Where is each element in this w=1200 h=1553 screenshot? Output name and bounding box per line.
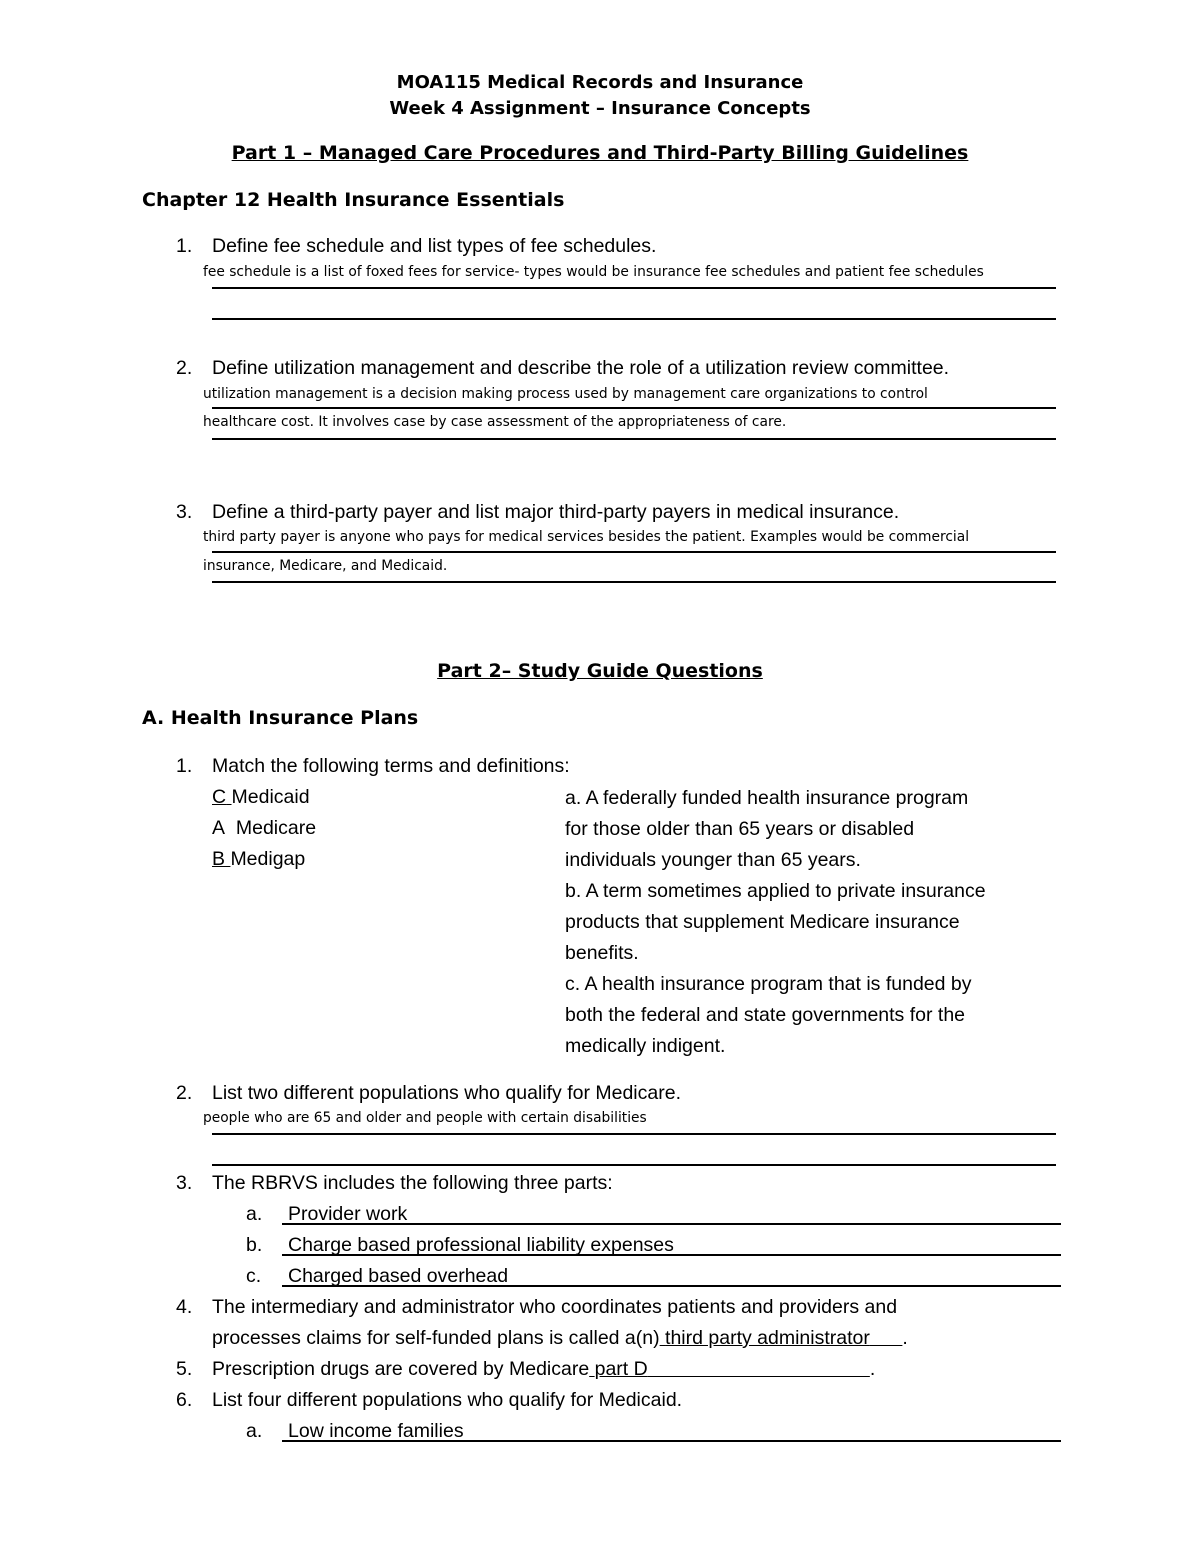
p2-q3-item-answer: Charged based overhead: [288, 1265, 509, 1287]
p1-q3-answer-line-2: insurance, Medicare, and Medicaid.: [203, 558, 448, 574]
match-term-row: [212, 786, 310, 809]
part2-title: Part 2– Study Guide Questions: [437, 660, 763, 682]
p1-q1-number: 1.: [176, 235, 193, 257]
answer-line: [212, 407, 1056, 409]
section-heading: A. Health Insurance Plans: [142, 707, 419, 729]
p2-q3-item-letter: b.: [246, 1234, 263, 1256]
p2-q3-item-answer: Provider work: [288, 1203, 408, 1225]
p2-q2-text: List two different populations who qualify for Medicare.: [212, 1082, 681, 1104]
p1-q3-number: 3.: [176, 501, 193, 523]
p2-q6-item-letter: a.: [246, 1420, 263, 1442]
match-answer: C: [212, 786, 227, 808]
p2-q3-text: The RBRVS includes the following three parts:: [212, 1172, 613, 1194]
p2-q3-item-answer: Charge based professional liability expenses: [288, 1234, 674, 1256]
p2-q5-prefix: Prescription drugs are covered by Medicare: [212, 1358, 590, 1380]
definition-line: individuals younger than 65 years.: [565, 849, 861, 871]
answer-line: [212, 287, 1056, 289]
p2-q6-number: 6.: [176, 1389, 193, 1411]
p2-q3-item-letter: a.: [246, 1203, 263, 1225]
assignment-title: Week 4 Assignment – Insurance Concepts: [389, 98, 811, 119]
p1-q1-text: Define fee schedule and list types of fee schedules.: [212, 235, 657, 257]
p1-q2-number: 2.: [176, 357, 193, 379]
definition-line: c. A health insurance program that is funded by: [565, 973, 972, 995]
p2-q1-number: 1.: [176, 755, 193, 777]
definition-line: both the federal and state governments for the: [565, 1004, 966, 1026]
p2-q2-answer: people who are 65 and older and people with certain disabilities: [203, 1110, 647, 1126]
answer-line: [282, 1440, 1061, 1442]
match-term: Medigap: [230, 848, 306, 870]
p2-q3-number: 3.: [176, 1172, 193, 1194]
answer-line: [212, 1164, 1056, 1166]
answer-line: [212, 318, 1056, 320]
part1-title: Part 1 – Managed Care Procedures and Third-Party Billing Guidelines: [231, 142, 969, 164]
p2-q5-answer: [589, 1358, 870, 1380]
definition-line: benefits.: [565, 942, 639, 964]
p2-q6-text: List four different populations who qualify for Medicaid.: [212, 1389, 683, 1411]
match-blank: [225, 817, 236, 839]
p2-q4-line2: [212, 1327, 908, 1350]
answer-line: [282, 1223, 1061, 1225]
answer-line: [282, 1285, 1061, 1287]
p2-q4-line1: The intermediary and administrator who coordinates patients and providers and: [212, 1296, 898, 1318]
p2-q4-number: 4.: [176, 1296, 193, 1318]
match-term: Medicaid: [231, 786, 310, 808]
p2-q5-suffix: .: [869, 1358, 876, 1380]
answer-line: [282, 1254, 1061, 1256]
answer-line: [212, 1133, 1056, 1135]
p1-q2-answer-line-1: utilization management is a decision making process used by management care organizations to control: [203, 386, 928, 402]
definition-line: b. A term sometimes applied to private insurance: [565, 880, 986, 902]
match-answer: A: [212, 817, 226, 839]
p1-q1-answer-line-1: fee schedule is a list of foxed fees for service- types would be insurance fee schedules and patient fee schedules: [203, 264, 984, 280]
p2-q4-answer-text: third party administrator: [665, 1327, 870, 1349]
p2-q6-item-answer: Low income families: [288, 1420, 464, 1442]
p2-q3-item-letter: c.: [246, 1265, 262, 1287]
p1-q3-text: Define a third-party payer and list major third-party payers in medical insurance.: [212, 501, 900, 523]
p2-q5-line: [212, 1358, 875, 1381]
definition-line: medically indigent.: [565, 1035, 726, 1057]
p2-q1-text: Match the following terms and definitions:: [212, 755, 570, 777]
answer-line: [212, 438, 1056, 440]
p2-q4-suffix: .: [902, 1327, 908, 1349]
p1-q2-text: Define utilization management and describe the role of a utilization review committee.: [212, 357, 950, 379]
match-answer: B: [212, 848, 226, 870]
p1-q3-answer-line-1: third party payer is anyone who pays for medical services besides the patient. Examples would be commercial: [203, 529, 970, 545]
match-term: Medicare: [235, 817, 317, 839]
chapter-heading: Chapter 12 Health Insurance Essentials: [142, 189, 565, 211]
definition-line: a. A federally funded health insurance program: [565, 787, 969, 809]
p2-q4-answer: [660, 1327, 903, 1349]
answer-line: [212, 551, 1056, 553]
p2-q4-prefix: processes claims for self-funded plans is called a(n): [212, 1327, 660, 1349]
match-term-row: [212, 817, 316, 840]
p2-q5-answer-text: part D: [594, 1358, 648, 1380]
p2-q2-number: 2.: [176, 1082, 193, 1104]
definition-line: products that supplement Medicare insurance: [565, 911, 960, 933]
course-title: MOA115 Medical Records and Insurance: [396, 72, 804, 93]
answer-line: [212, 581, 1056, 583]
match-term-row: [212, 848, 305, 871]
definition-line: for those older than 65 years or disabled: [565, 818, 915, 840]
p2-q5-number: 5.: [176, 1358, 193, 1380]
p1-q2-answer-line-2: healthcare cost. It involves case by case assessment of the appropriateness of care.: [203, 414, 787, 430]
